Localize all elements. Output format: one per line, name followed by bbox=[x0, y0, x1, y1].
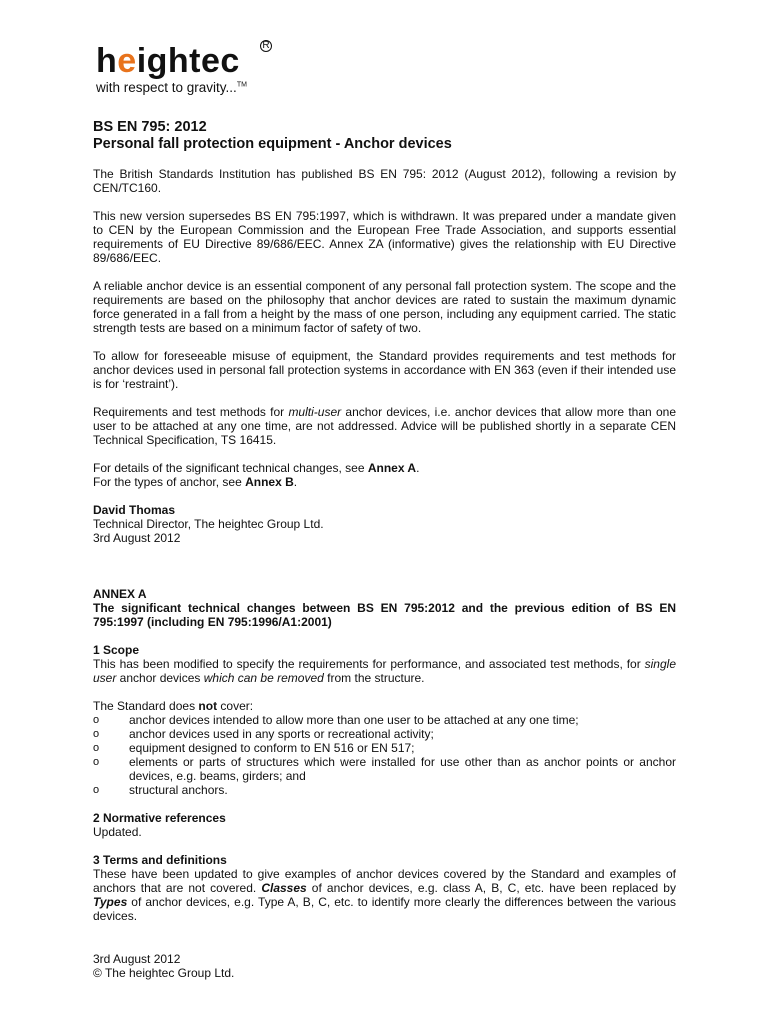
paragraph-3: A reliable anchor device is an essential component of any personal fall protection system. The scope and the requirements are based on the philosophy that anchor devices are rated to sustain the maximum dynamic force generated in a fall from a height by the mass of one person, including any equipment carried. The static strength tests are based on a minimum factor of safety of two. bbox=[93, 279, 676, 335]
annex-a-reference: Annex A bbox=[367, 461, 417, 475]
list-item: o anchor devices used in any sports or recreational activity; bbox=[93, 727, 434, 741]
section-1-text: This has been modified to specify the requirements for performance, and associated test methods, for single user anchor devices which can be removed from the structure. bbox=[93, 657, 676, 685]
logo-wordmark: heightec bbox=[96, 42, 240, 80]
footer-date: 3rd August 2012 bbox=[93, 952, 181, 966]
page-footer bbox=[93, 952, 234, 980]
section-1-not-cover: The Standard does not cover: bbox=[93, 699, 254, 713]
list-item: o equipment designed to conform to EN 516 or EN 517; bbox=[93, 741, 415, 755]
section-2-text: Updated. bbox=[93, 825, 142, 839]
paragraph-2: This new version supersedes BS EN 795:1997, which is withdrawn. It was prepared under a mandate given to CEN by the European Commission and the European Free Trade Association, and supports essential requirements of EU Directive 89/686/EEC. Annex ZA (informative) gives the relationship with EU Directive 89/686/EEC. bbox=[93, 209, 676, 265]
registered-mark: R bbox=[260, 40, 272, 52]
paragraph-5: Requirements and test methods for multi-user anchor devices, i.e. anchor devices that allow more than one user to be attached at any one time, are not addressed. Advice will be published shortly in a separate CEN Technical Specification, TS 16415. bbox=[93, 405, 676, 447]
signature-name: David Thomas bbox=[93, 503, 176, 517]
section-3-text: These have been updated to give examples of anchor devices covered by the Standard and examples of anchors that are not covered. Classes of anchor devices, e.g. class A, B, C, etc. have been replaced by Types of anchor devices, e.g. Type A, B, C, etc. to identify more clearly the differences between the various devices. bbox=[93, 867, 676, 923]
list-item: o elements or parts of structures which were installed for use other than as anchor points or anchor devices, e.g. beams, girders; and bbox=[93, 755, 676, 783]
section-2-title: 2 Normative references bbox=[93, 811, 226, 825]
logo-accent-letter: e bbox=[117, 42, 137, 80]
logo-tagline: with respect to gravity...™ bbox=[96, 80, 247, 95]
document-body bbox=[93, 119, 676, 923]
section-3-title: 3 Terms and definitions bbox=[93, 853, 227, 867]
footer-copyright: © The heightec Group Ltd. bbox=[93, 966, 235, 980]
paragraph-4: To allow for foreseeable misuse of equipment, the Standard provides requirements and test methods for anchor devices used in personal fall protection systems in accordance with EN 363 (even if their intended use is for ‘restraint’). bbox=[93, 349, 676, 391]
list-item: o structural anchors. bbox=[93, 783, 228, 797]
paragraph-6: For details of the significant technical changes, see Annex A. bbox=[93, 461, 420, 475]
annex-heading: The significant technical changes between BS EN 795:2012 and the previous edition of BS EN 795:1997 (including EN 795:1996/A1:2001) bbox=[93, 601, 676, 629]
section-1-title: 1 Scope bbox=[93, 643, 140, 657]
list-item: o anchor devices intended to allow more than one user to be attached at any one time; bbox=[93, 713, 579, 727]
signature-date: 3rd August 2012 bbox=[93, 531, 181, 545]
document-title-line1: BS EN 795: 2012 bbox=[93, 119, 207, 135]
exclusions-list bbox=[93, 713, 676, 797]
annex-label: ANNEX A bbox=[93, 587, 147, 601]
annex-b-reference: Annex B bbox=[245, 475, 294, 489]
document-title-line2: Personal fall protection equipment - Anchor devices bbox=[93, 136, 452, 152]
signature-role: Technical Director, The heightec Group Ltd. bbox=[93, 517, 324, 531]
paragraph-7: For the types of anchor, see Annex B. bbox=[93, 475, 298, 489]
heightec-logo bbox=[96, 40, 296, 100]
paragraph-1: The British Standards Institution has published BS EN 795: 2012 (August 2012), following a revision by CEN/TC160. bbox=[93, 167, 676, 195]
